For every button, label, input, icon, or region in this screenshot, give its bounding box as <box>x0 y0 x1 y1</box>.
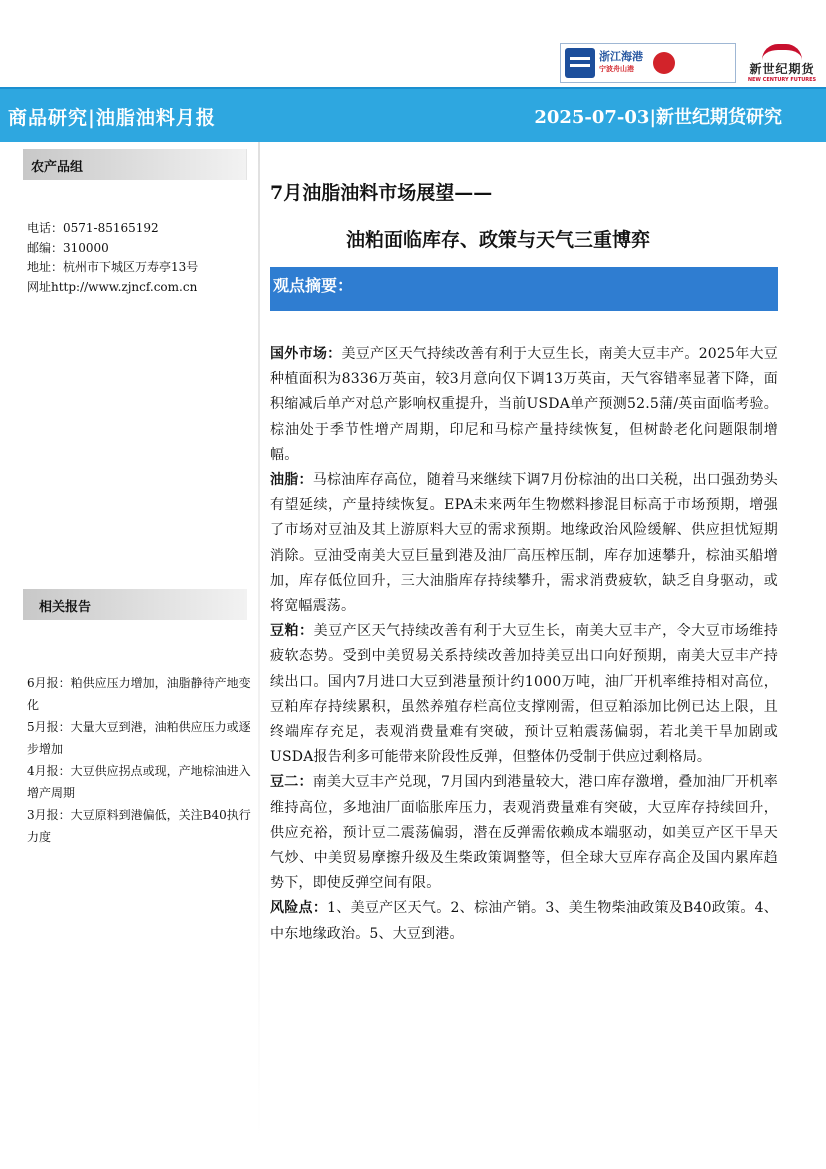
summary-label: 观点摘要： <box>273 276 354 295</box>
new-century-logo-en: NEW CENTURY FUTURES <box>747 76 817 83</box>
sidebar <box>0 142 262 1169</box>
related-report-item[interactable]: 3月报：大豆原料到港偏低，关注B40执行力度 <box>27 808 251 844</box>
paragraph-text: 美豆产区天气持续改善有利于大豆生长，南美大豆丰产。2025年大豆种植面积为8336万英亩，较3月意向仅下调13万英亩，天气容错率显著下降，面积缩减后单产对总产影响权重提升，当前USDA单产预测52.5蒲/英亩面临考验。棕油处于季节性增产周期，印尼和马棕产量持续恢复，但树龄老化问题限制增幅。 <box>270 346 778 463</box>
paragraph-label: 豆二： <box>270 774 313 791</box>
summary-header-bar <box>270 267 778 311</box>
summary-body <box>270 342 778 947</box>
paragraph-risk-points <box>270 896 778 946</box>
paragraph-label: 豆粕： <box>270 623 314 640</box>
related-report-item[interactable]: 5月报：大量大豆到港，油粕供应压力或逐步增加 <box>27 720 251 756</box>
related-report-item[interactable]: 6月报：粕供应压力增加，油脂静待产地变化 <box>27 676 251 712</box>
report-title-line2: 油粕面临库存、政策与天气三重博弈 <box>346 229 651 251</box>
header-logos <box>560 42 822 84</box>
related-reports-list <box>27 672 253 848</box>
sun-icon <box>653 52 675 74</box>
wing-icon <box>762 44 802 60</box>
related-reports-bar <box>23 589 247 620</box>
report-title-line1: 7月油脂油料市场展望—— <box>270 182 493 204</box>
wave-icon <box>565 48 595 78</box>
report-date-source: 2025-07-03|新世纪期货研究 <box>534 107 782 128</box>
paragraph-overseas-market <box>270 342 778 468</box>
paragraph-label: 油脂： <box>270 472 313 489</box>
paragraph-text: 1、美豆产区天气。2、棕油产销。3、美生物柴油政策及B40政策。4、中东地缘政治。5、大豆到港。 <box>270 900 778 942</box>
zhejiang-port-logo <box>560 43 736 83</box>
contact-postcode: 邮编：310000 <box>27 240 109 255</box>
paragraph-text: 南美大豆丰产兑现，7月国内到港量较大，港口库存激增，叠加油厂开机率维持高位，多地油厂面临胀库压力，表观消费量难有突破，大豆库存持续回升，供应充裕，预计豆二震荡偏弱，潜在反弹需依赖成本端驱动，如美豆产区干旱天气炒、中美贸易摩擦升级及生柴政策调整等，但全球大豆库存高企及国内累库趋势下，即使反弹空间有限。 <box>270 774 778 892</box>
contact-info <box>27 219 198 297</box>
related-report-item[interactable]: 4月报：大豆供应拐点或现，产地棕油进入增产周期 <box>27 764 251 800</box>
paragraph-label: 国外市场： <box>270 346 342 362</box>
paragraph-label: 风险点： <box>270 900 328 917</box>
report-category: 商品研究|油脂油料月报 <box>8 107 216 129</box>
group-title: 农产品组 <box>31 160 84 175</box>
ningbo-port-logo-text: 宁波舟山港 <box>599 65 634 73</box>
paragraph-soymeal <box>270 619 778 770</box>
header-banner <box>0 87 826 142</box>
contact-website[interactable]: 网址http://www.zjncf.com.cn <box>27 279 198 294</box>
zhejiang-port-logo-text: 浙江海港 <box>599 50 643 63</box>
new-century-logo-cn: 新世纪期货 <box>749 61 815 76</box>
paragraph-soybean-no2 <box>270 770 778 896</box>
paragraph-oils <box>270 468 778 619</box>
paragraph-text: 马棕油库存高位，随着马来继续下调7月份棕油的出口关税，出口强劲势头有望延续，产量持续恢复。EPA未来两年生物燃料掺混目标高于市场预期，增强了市场对豆油及其上游原料大豆的需求预期。地缘政治风险缓解、供应担忧短期消除。豆油受南美大豆巨量到港及油厂高压榨压制，库存加速攀升，棕油买船增加，库存低位回升，三大油脂库存持续攀升，需求消费疲软，缺乏自身驱动，或将宽幅震荡。 <box>270 472 778 615</box>
related-reports-title: 相关报告 <box>39 600 92 615</box>
group-title-bar <box>23 149 247 180</box>
new-century-futures-logo <box>742 42 822 84</box>
contact-address: 地址：杭州市下城区万寿亭13号 <box>27 260 199 274</box>
paragraph-text: 美豆产区天气持续改善有利于大豆生长，南美大豆丰产，令大豆市场维持疲软态势。受到中美贸易关系持续改善加持美豆出口向好预期，南美大豆丰产持续出口。国内7月进口大豆到港量预计约1000万吨，油厂开机率维持相对高位，豆粕库存持续累积，虽然养殖存栏高位支撑刚需，但豆粕添加比例已达上限，且终端库存充足，表观消费量难有突破，预计豆粕震荡偏弱，若北美干旱加剧或USDA报告利多可能带来阶段性反弹，但整体仍受制于供应过剩格局。 <box>270 623 778 766</box>
contact-phone: 电话：0571-85165192 <box>27 221 159 235</box>
